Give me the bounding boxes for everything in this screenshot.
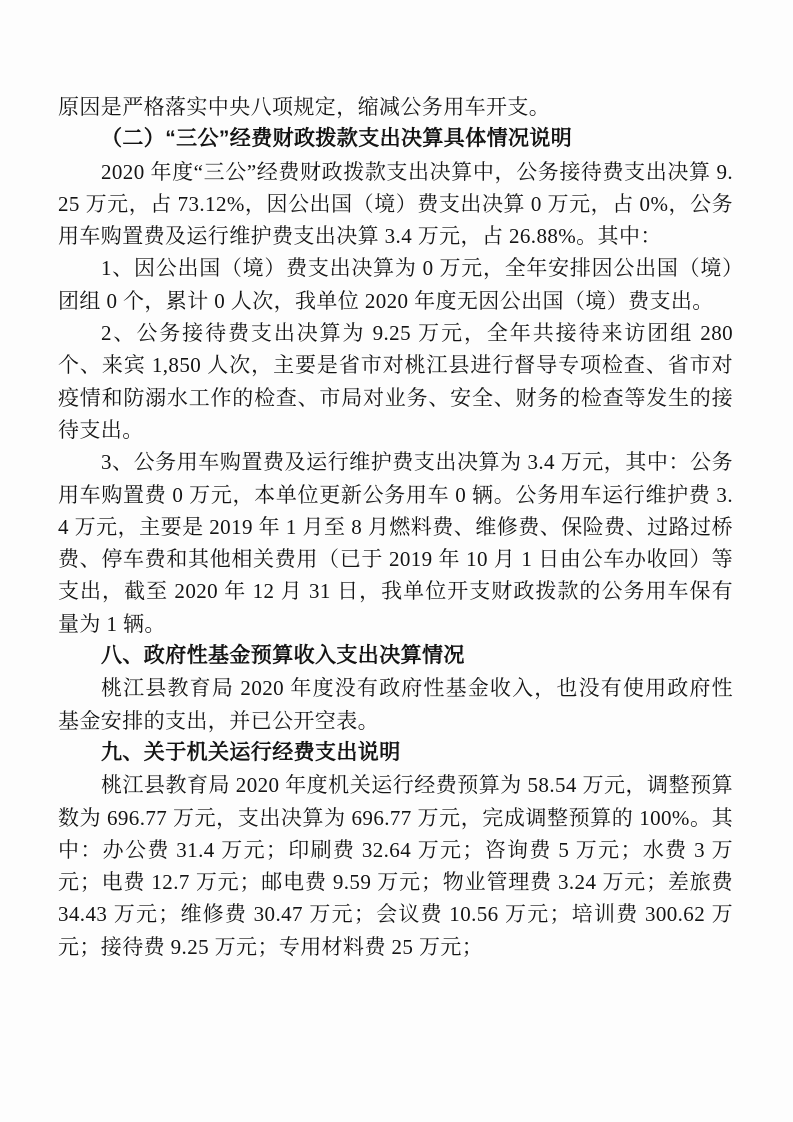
heading-section-9-operating-expense: 九、关于机关运行经费支出说明 (101, 740, 401, 764)
document-text-block (58, 91, 733, 963)
paragraph-operating-expense-detail: 桃江县教育局 2020 年度机关运行经费预算为 58.54 万元，调整预算数为 696.77 万元，支出决算为 696.77 万元，完成调整预算的 100%。其中：办公费 31.4 万元；印刷费 32.64 万元；咨询费 5 万元；水费 3 万元；电费 12.7 万元；邮电费 9.59 万元；物业管理费 3.24 万元；差旅费 34.43 万元；维修费 30.47 万元；会议费 10.56 万元；培训费 300.62 万元；接待费 9.25 万元；专用材料费 25 万元； (58, 773, 733, 959)
heading-section-8-gov-fund: 八、政府性基金预算收入支出决算情况 (101, 644, 465, 668)
paragraph-carryover-vehicle-reduction: 原因是严格落实中央八项规定，缩减公务用车开支。 (58, 95, 551, 119)
paragraph-item-2-reception-expense: 2、公务接待费支出决算为 9.25 万元，全年共接待来访团组 280 个、来宾 1,850 人次，主要是省市对桃江县进行督导专项检查、省市对疫情和防溺水工作的检查、市局对业务、安全、财务的检查等发生的接待支出。 (58, 321, 733, 442)
heading-section-2-three-public-detail: （二）“三公”经费财政拨款支出决算具体情况说明 (101, 127, 573, 151)
paragraph-item-3-vehicle-expense: 3、公务用车购置费及运行维护费支出决算为 3.4 万元，其中：公务用车购置费 0 万元，本单位更新公务用车 0 辆。公务用车运行维护费 3.4 万元，主要是 2019 年 1 月至 8 月燃料费、维修费、保险费、过路过桥费、停车费和其他相关费用（已于 2019 年 10 月 1 日由公车办收回）等支出，截至 2020 年 12 月 31 日，我单位开支财政拨款的公务用车保有量为 1 辆。 (58, 450, 733, 636)
paragraph-gov-fund-statement: 桃江县教育局 2020 年度没有政府性基金收入，也没有使用政府性基金安排的支出，并已公开空表。 (58, 676, 733, 733)
paragraph-three-public-summary: 2020 年度“三公”经费财政拨款支出决算中，公务接待费支出决算 9.25 万元，占 73.12%，因公出国（境）费支出决算 0 万元，占 0%，公务用车购置费及运行维护费支出决算 3.4 万元，占 26.88%。其中： (58, 159, 733, 249)
paragraph-item-1-abroad-expense: 1、因公出国（境）费支出决算为 0 万元，全年安排因公出国（境）团组 0 个，累计 0 人次，我单位 2020 年度无因公出国（境）费支出。 (58, 256, 733, 313)
